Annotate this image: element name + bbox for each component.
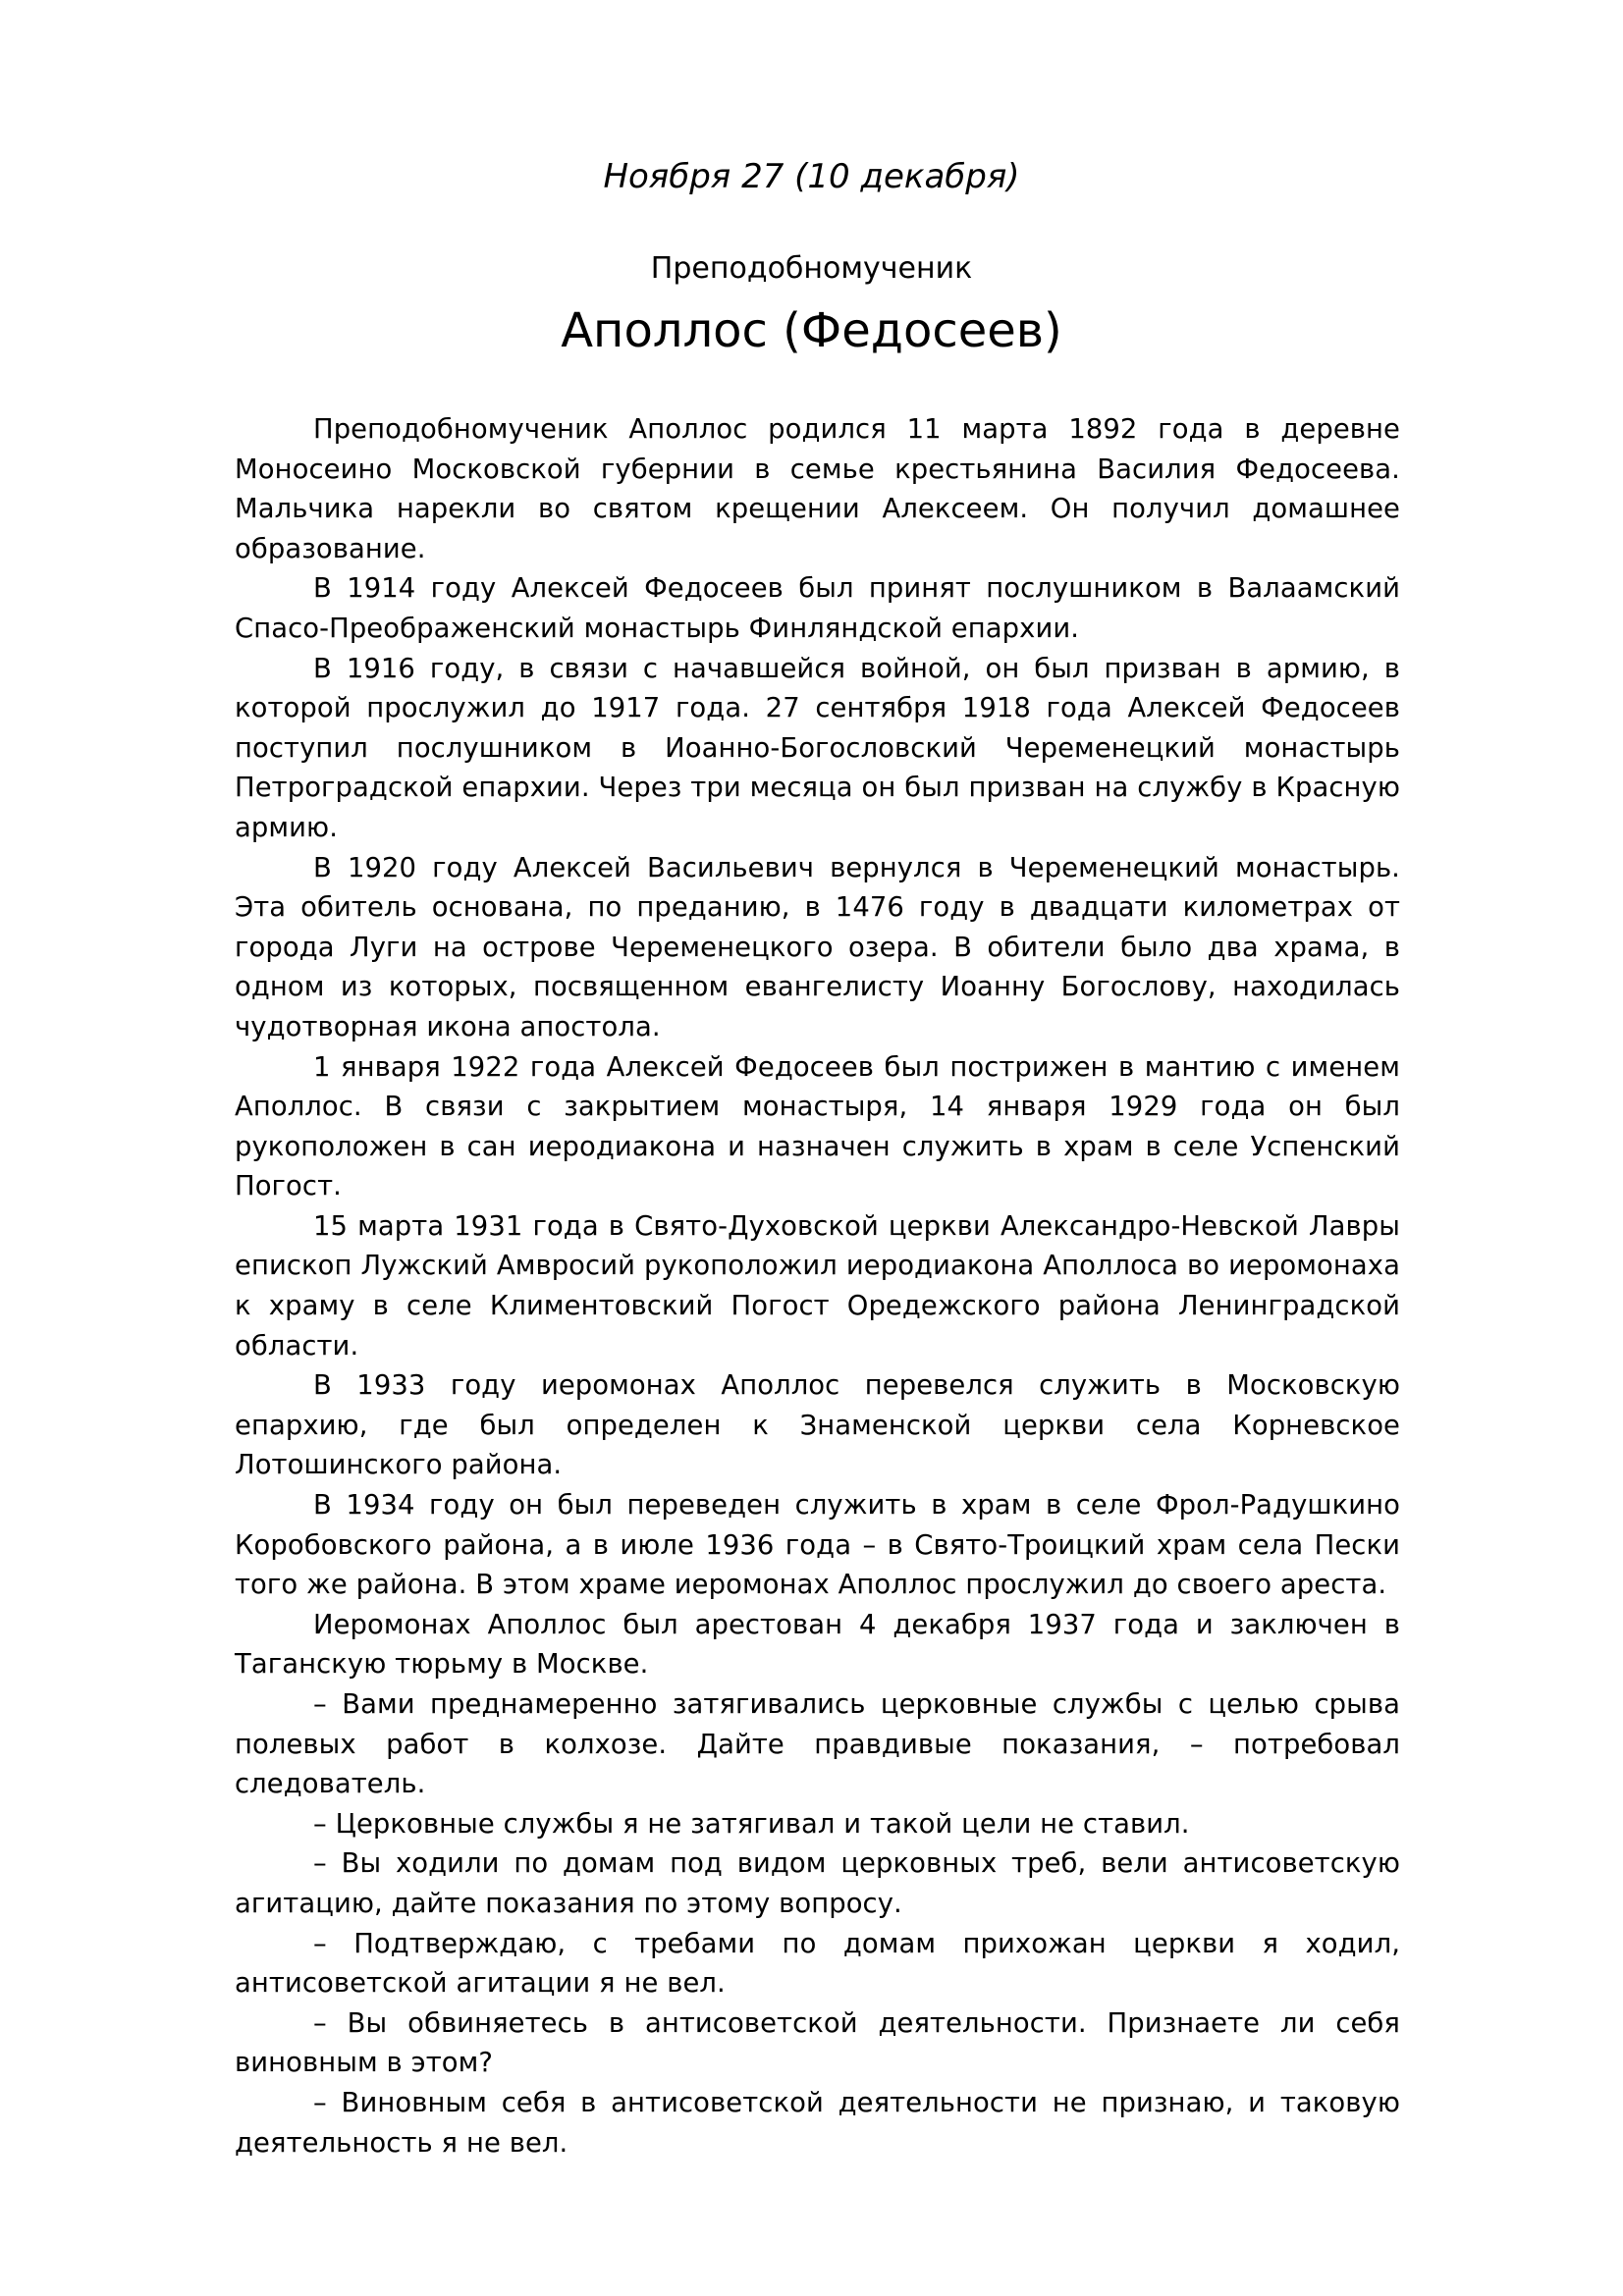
paragraph-cheremenets: В 1920 году Алексей Васильевич вернулся в Череменецкий монастырь. Эта обитель основана, по преданию, в 1476 году в двадцати километрах от города Луги на острове Череменецкого озера. В обители было два храма, в одном из которых, посвященном евангелисту Иоанну Богослову, находилась чудотворная икона апостола. (235, 852, 1400, 1042)
saint-rank: Преподобномученик (650, 251, 973, 286)
paragraph-birth: Преподобномученик Аполлос родился 11 марта 1892 года в деревне Моносеино Московской губернии в семье крестьянина Василия Федосеева. Мальчика нарекли во святом крещении Алексеем. Он получил домашнее образование. (235, 414, 1400, 564)
paragraph-interrogation-answer-2: – Подтверждаю, с требами по домам прихожан церкви я ходил, антисоветской агитации я не вел. (235, 1928, 1400, 2000)
document-body (235, 410, 1400, 2163)
paragraph-ordination: 15 марта 1931 года в Свято-Духовской церкви Александро-Невской Лавры епископ Лужский Амвросий рукоположил иеродиакона Аполлоса во иеромонаха к храму в селе Климентовский Погост Оредежского района Ленинградской области. (235, 1210, 1400, 1362)
paragraph-army: В 1916 году, в связи с начавшейся войной, он был призван в армию, в которой прослужил до 1917 года. 27 сентября 1918 года Алексей Федосеев поступил послушником в Иоанно-Богословский Череменецкий монастырь Петроградской епархии. Через три месяца он был призван на службу в Красную армию. (235, 653, 1400, 843)
paragraph-moscow-eparchy: В 1933 году иеромонах Аполлос перевелся служить в Московскую епархию, где был определен к Знаменской церкви села Корневское Лотошинского района. (235, 1370, 1400, 1481)
paragraph-tonsure: 1 января 1922 года Алексей Федосеев был пострижен в мантию с именем Аполлос. В связи с закрытием монастыря, 14 января 1929 года он был рукоположен в сан иеродиакона и назначен служить в храм в селе Успенский Погост. (235, 1051, 1400, 1202)
paragraph-valaam: В 1914 году Алексей Федосеев был принят послушником в Валаамский Спасо-Преображенский монастырь Финляндской епархии. (235, 573, 1400, 644)
paragraph-arrest: Иеромонах Аполлос был арестован 4 декабря 1937 года и заключен в Таганскую тюрьму в Москве. (235, 1609, 1400, 1681)
paragraph-interrogation-question-2: – Вы ходили по домам под видом церковных треб, вели антисоветскую агитацию, дайте показания по этому вопросу. (235, 1848, 1400, 1919)
paragraph-interrogation-question-3: – Вы обвиняетесь в антисоветской деятельности. Признаете ли себя виновным в этом? (235, 2007, 1400, 2079)
feast-date: Ноября 27 (10 декабря) (603, 157, 1020, 196)
paragraph-interrogation-answer-1: – Церковные службы я не затягивал и такой цели не ставил. (313, 1808, 1190, 1840)
page-title: Аполлос (Федосеев) (561, 303, 1062, 358)
paragraph-transfer: В 1934 году он был переведен служить в храм в селе Фрол-Радушкино Коробовского района, а в июле 1936 года – в Свято-Троицкий храм села Пески того же района. В этом храме иеромонах Аполлос прослужил до своего ареста. (235, 1490, 1400, 1601)
paragraph-interrogation-answer-3: – Виновным себя в антисоветской деятельности не признаю, и таковую деятельность я не вел. (235, 2087, 1400, 2159)
paragraph-interrogation-question-1: – Вами преднамеренно затягивались церковные службы с целью срыва полевых работ в колхозе. Дайте правдивые показания, – потребовал следователь. (235, 1689, 1400, 1800)
